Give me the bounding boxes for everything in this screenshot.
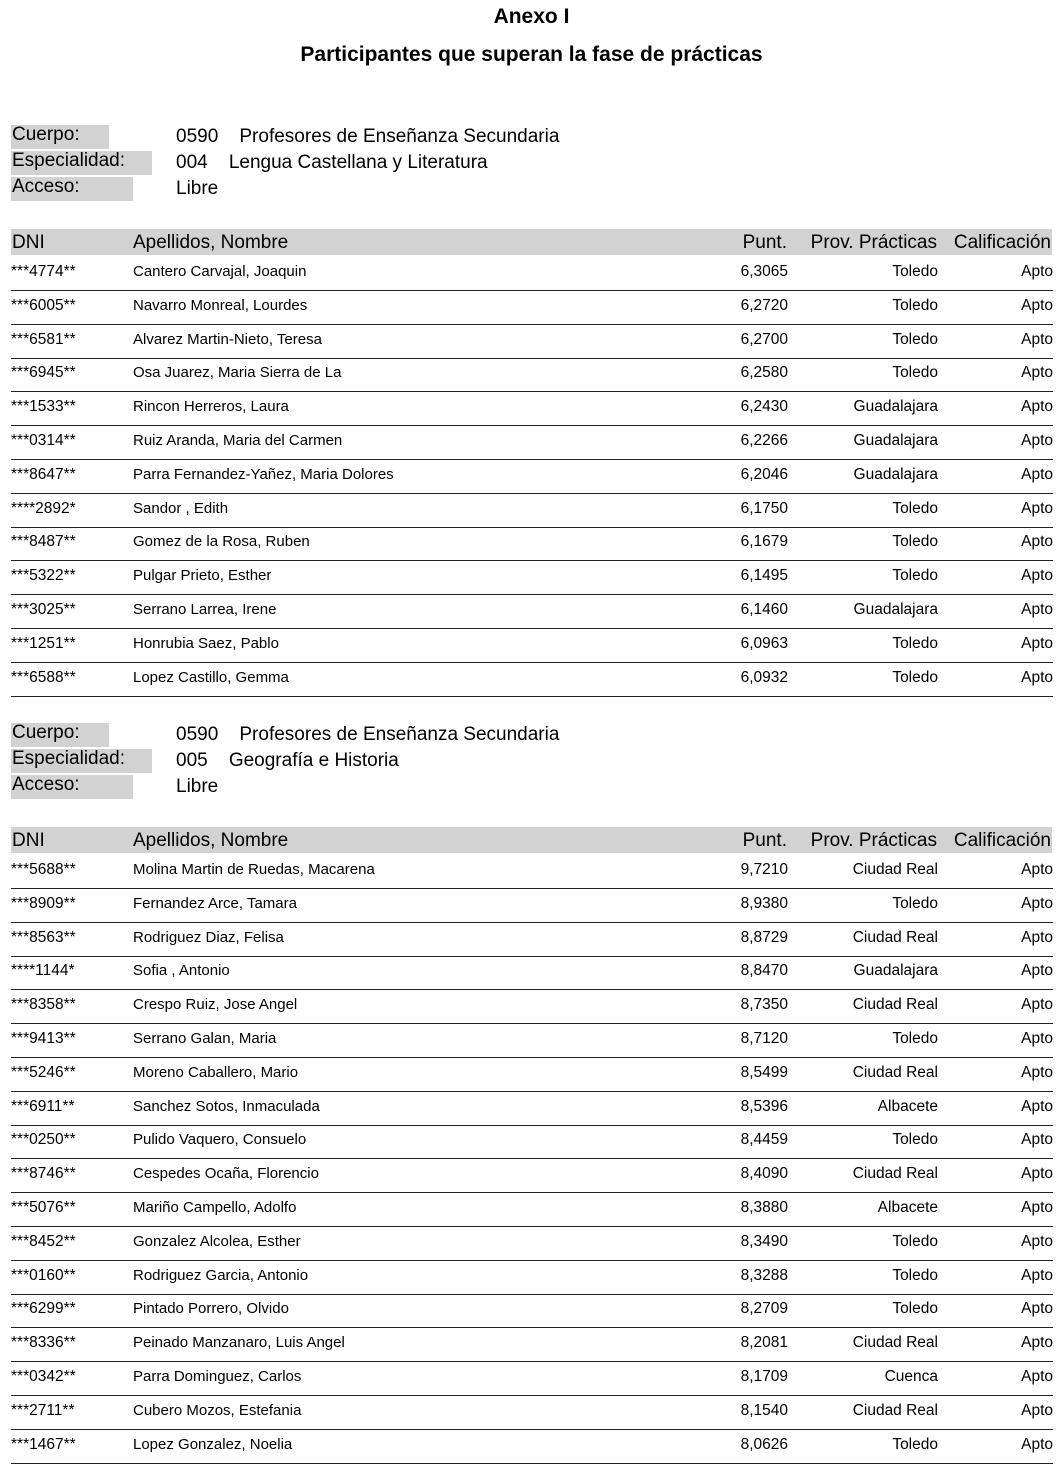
cell-name: Rincon Herreros, Laura — [133, 398, 289, 416]
cell-punt: 8,4090 — [740, 1165, 788, 1183]
table-row — [11, 459, 1053, 494]
cell-dni: ***6588** — [11, 668, 76, 686]
cell-prov: Toledo — [892, 1131, 938, 1149]
cell-prov: Guadalajara — [853, 398, 938, 416]
table-row — [11, 1395, 1053, 1430]
cell-punt: 8,1709 — [740, 1368, 788, 1385]
table-row — [11, 1361, 1053, 1396]
cell-cal: Apto — [1021, 1030, 1053, 1047]
cell-punt: 8,3288 — [740, 1266, 788, 1284]
column-header-name: Apellidos, Nombre — [133, 830, 289, 851]
cell-name: Rodriguez Diaz, Felisa — [133, 928, 284, 946]
table-row — [11, 1293, 1053, 1328]
table-row — [11, 1091, 1053, 1126]
cell-prov: Guadalajara — [853, 601, 938, 618]
cell-dni: ***6911** — [11, 1097, 75, 1115]
cell-prov: Toledo — [892, 668, 938, 686]
cell-punt: 6,1679 — [740, 533, 788, 551]
cell-prov: Cuenca — [884, 1368, 938, 1385]
table-row — [11, 391, 1053, 426]
table-row — [11, 324, 1053, 359]
cell-dni: ***1467** — [11, 1435, 76, 1453]
cell-cal: Apto — [1021, 1300, 1053, 1318]
cell-name: Osa Juarez, Maria Sierra de La — [133, 364, 342, 382]
cell-punt: 6,2046 — [740, 465, 788, 483]
cell-cal: Apto — [1021, 1401, 1053, 1419]
table-row — [11, 854, 1053, 889]
cell-name: Gonzalez Alcolea, Esther — [133, 1232, 301, 1250]
table-row — [11, 1226, 1053, 1261]
cell-punt: 6,0932 — [740, 668, 788, 686]
cell-punt: 8,1540 — [740, 1401, 788, 1419]
cell-prov: Toledo — [892, 1300, 938, 1318]
cell-punt: 8,4459 — [740, 1131, 788, 1149]
acceso-value: Libre — [176, 178, 219, 199]
cuerpo-label: Cuerpo: — [11, 723, 109, 747]
cell-name: Sanchez Sotos, Inmaculada — [133, 1097, 320, 1115]
cell-prov: Guadalajara — [853, 465, 938, 483]
cell-prov: Albacete — [877, 1097, 938, 1115]
cell-cal: Apto — [1021, 398, 1053, 416]
cell-dni: ***5322** — [11, 567, 76, 585]
cell-cal: Apto — [1021, 1097, 1053, 1115]
column-header-punt: Punt. — [742, 232, 787, 253]
cell-dni: ***8452** — [11, 1232, 76, 1250]
cell-punt: 6,3065 — [740, 263, 788, 280]
column-header-punt: Punt. — [742, 830, 787, 851]
acceso-value: Libre — [176, 776, 219, 797]
cell-dni: ***5076** — [11, 1199, 76, 1216]
cell-cal: Apto — [1021, 364, 1053, 382]
cell-cal: Apto — [1021, 465, 1053, 483]
especialidad-label: Especialidad: — [11, 151, 152, 175]
cell-cal: Apto — [1021, 601, 1053, 618]
cell-dni: ***0160** — [11, 1266, 76, 1284]
cell-punt: 8,2709 — [740, 1300, 788, 1318]
cell-name: Rodriguez Garcia, Antonio — [133, 1266, 309, 1284]
cell-prov: Toledo — [892, 1232, 938, 1250]
table-row — [11, 1192, 1053, 1227]
cell-dni: ***8647** — [11, 465, 76, 483]
column-header-name: Apellidos, Nombre — [133, 232, 289, 253]
table-row — [11, 989, 1053, 1024]
table-row — [11, 493, 1053, 528]
cell-name: Alvarez Martin-Nieto, Teresa — [133, 330, 322, 348]
cell-cal: Apto — [1021, 962, 1053, 980]
cell-punt: 6,2580 — [740, 364, 788, 382]
acceso-label: Acceso: — [11, 177, 133, 201]
cell-cal: Apto — [1021, 668, 1053, 686]
cell-dni: ***6945** — [11, 364, 76, 382]
table-row — [11, 594, 1053, 629]
cell-dni: ***8563** — [11, 928, 76, 946]
cell-punt: 8,3490 — [740, 1232, 788, 1250]
cell-punt: 8,5396 — [740, 1097, 788, 1115]
cell-punt: 8,9380 — [740, 894, 788, 912]
cell-punt: 8,5499 — [740, 1063, 788, 1081]
table-row — [11, 628, 1053, 663]
cell-dni: ***1533** — [11, 398, 76, 416]
cell-name: Gomez de la Rosa, Ruben — [133, 533, 310, 551]
table-row — [11, 560, 1053, 595]
cell-dni: ***8336** — [11, 1334, 76, 1352]
cell-dni: ****1144* — [11, 962, 75, 980]
cell-cal: Apto — [1021, 894, 1053, 912]
table-row — [11, 888, 1053, 923]
cell-punt: 6,2266 — [740, 432, 788, 449]
cell-punt: 6,1495 — [740, 567, 788, 585]
cell-cal: Apto — [1021, 1131, 1053, 1149]
cell-dni: ***6299** — [11, 1300, 76, 1318]
cell-name: Serrano Larrea, Irene — [133, 601, 277, 618]
cell-punt: 8,8729 — [740, 928, 788, 946]
cell-name: Honrubia Saez, Pablo — [133, 634, 279, 652]
cell-name: Pulido Vaquero, Consuelo — [133, 1131, 307, 1149]
cell-dni: ***0250** — [11, 1131, 76, 1149]
cell-dni: ***8358** — [11, 996, 76, 1014]
cell-dni: ***8487** — [11, 533, 76, 551]
cell-name: Crespo Ruiz, Jose Angel — [133, 996, 298, 1014]
cell-punt: 8,2081 — [740, 1334, 788, 1352]
cell-cal: Apto — [1021, 1063, 1053, 1081]
document-title: Anexo I — [493, 5, 570, 28]
cell-cal: Apto — [1021, 567, 1053, 585]
cell-name: Pulgar Prieto, Esther — [133, 567, 272, 585]
cell-prov: Toledo — [892, 567, 938, 585]
cell-name: Fernandez Arce, Tamara — [133, 894, 297, 912]
cuerpo-value: 0590 Profesores de Enseñanza Secundaria — [176, 724, 560, 745]
cell-dni: ***1251** — [11, 634, 76, 652]
table-row — [11, 526, 1053, 561]
table-row — [11, 256, 1053, 291]
cell-name: Sofia , Antonio — [133, 962, 230, 980]
cell-prov: Toledo — [892, 894, 938, 912]
cell-punt: 8,7350 — [740, 996, 788, 1014]
cell-dni: ***5246** — [11, 1063, 76, 1081]
cell-name: Ruiz Aranda, Maria del Carmen — [133, 432, 343, 449]
cell-dni: ***5688** — [11, 861, 76, 878]
table-row — [11, 1429, 1053, 1464]
cell-cal: Apto — [1021, 296, 1053, 314]
table-header — [11, 827, 1052, 853]
cell-cal: Apto — [1021, 1435, 1053, 1453]
cell-name: Serrano Galan, Maria — [133, 1030, 277, 1047]
cell-cal: Apto — [1021, 1199, 1053, 1216]
especialidad-value: 004 Lengua Castellana y Literatura — [176, 152, 488, 173]
cell-prov: Ciudad Real — [852, 1165, 938, 1183]
cell-punt: 6,2720 — [740, 296, 788, 314]
cell-name: Parra Fernandez-Yañez, Maria Dolores — [133, 465, 394, 483]
cell-dni: ***0314** — [11, 432, 76, 449]
cell-name: Cubero Mozos, Estefania — [133, 1401, 302, 1419]
cell-name: Navarro Monreal, Lourdes — [133, 296, 308, 314]
acceso-label: Acceso: — [11, 775, 133, 799]
cell-punt: 8,8470 — [740, 962, 788, 980]
column-header-cal: Calificación — [953, 232, 1051, 253]
cell-prov: Ciudad Real — [852, 928, 938, 946]
table-row — [11, 357, 1053, 392]
cell-prov: Ciudad Real — [852, 861, 938, 878]
cell-name: Cespedes Ocaña, Florencio — [133, 1165, 319, 1183]
cell-name: Lopez Gonzalez, Noelia — [133, 1435, 293, 1453]
cell-cal: Apto — [1021, 330, 1053, 348]
table-row — [11, 662, 1053, 697]
cell-punt: 6,1750 — [740, 499, 788, 517]
cell-prov: Toledo — [892, 364, 938, 382]
cell-prov: Toledo — [892, 499, 938, 517]
table-row — [11, 290, 1053, 325]
cell-dni: ****2892* — [11, 499, 76, 517]
cell-cal: Apto — [1021, 499, 1053, 517]
cell-prov: Ciudad Real — [852, 1401, 938, 1419]
cell-prov: Ciudad Real — [852, 996, 938, 1014]
cell-prov: Guadalajara — [853, 962, 938, 980]
column-header-dni: DNI — [12, 232, 45, 253]
cell-cal: Apto — [1021, 432, 1053, 449]
cell-prov: Toledo — [892, 330, 938, 348]
cell-cal: Apto — [1021, 1232, 1053, 1250]
table-row — [11, 955, 1053, 990]
cell-dni: ***6005** — [11, 296, 76, 314]
table-row — [11, 1023, 1053, 1058]
table-row — [11, 1124, 1053, 1159]
cell-name: Mariño Campello, Adolfo — [133, 1199, 297, 1216]
especialidad-value: 005 Geografía e Historia — [176, 750, 399, 771]
cell-name: Sandor , Edith — [133, 499, 229, 517]
cell-prov: Toledo — [892, 1435, 938, 1453]
document-subtitle: Participantes que superan la fase de prácticas — [300, 43, 763, 66]
column-header-prov: Prov. Prácticas — [810, 232, 937, 253]
cell-name: Moreno Caballero, Mario — [133, 1063, 299, 1081]
cell-punt: 6,0963 — [740, 634, 788, 652]
cell-dni: ***0342** — [11, 1368, 76, 1385]
cell-name: Molina Martin de Ruedas, Macarena — [133, 861, 375, 878]
cell-dni: ***8909** — [11, 894, 76, 912]
table-header — [11, 229, 1052, 255]
cell-name: Cantero Carvajal, Joaquin — [133, 263, 307, 280]
cell-prov: Ciudad Real — [852, 1334, 938, 1352]
cell-name: Pintado Porrero, Olvido — [133, 1300, 289, 1318]
cell-prov: Ciudad Real — [852, 1063, 938, 1081]
cell-punt: 6,2430 — [740, 398, 788, 416]
cell-prov: Toledo — [892, 1266, 938, 1284]
cell-cal: Apto — [1021, 996, 1053, 1014]
table-row — [11, 1057, 1053, 1092]
cell-prov: Toledo — [892, 296, 938, 314]
cell-dni: ***3025** — [11, 601, 76, 618]
cell-punt: 6,2700 — [740, 330, 788, 348]
column-header-cal: Calificación — [953, 830, 1051, 851]
cell-dni: ***2711** — [11, 1401, 75, 1419]
cell-cal: Apto — [1021, 634, 1053, 652]
cell-prov: Albacete — [877, 1199, 938, 1216]
cell-name: Lopez Castillo, Gemma — [133, 668, 289, 686]
cell-dni: ***6581** — [11, 330, 76, 348]
cell-prov: Toledo — [892, 634, 938, 652]
cuerpo-value: 0590 Profesores de Enseñanza Secundaria — [176, 126, 560, 147]
column-header-prov: Prov. Prácticas — [810, 830, 937, 851]
table-row — [11, 922, 1053, 957]
table-row — [11, 425, 1053, 460]
cell-punt: 8,7120 — [740, 1030, 788, 1047]
cell-dni: ***8746** — [11, 1165, 76, 1183]
cell-cal: Apto — [1021, 861, 1053, 878]
cell-cal: Apto — [1021, 1266, 1053, 1284]
cell-punt: 8,3880 — [740, 1199, 788, 1216]
cell-cal: Apto — [1021, 1368, 1053, 1385]
cuerpo-label: Cuerpo: — [11, 125, 109, 149]
cell-prov: Toledo — [892, 533, 938, 551]
cell-prov: Toledo — [892, 1030, 938, 1047]
cell-cal: Apto — [1021, 1165, 1053, 1183]
table-row — [11, 1260, 1053, 1295]
column-header-dni: DNI — [12, 830, 45, 851]
cell-cal: Apto — [1021, 533, 1053, 551]
cell-punt: 6,1460 — [740, 601, 788, 618]
cell-prov: Toledo — [892, 263, 938, 280]
cell-punt: 8,0626 — [740, 1435, 788, 1453]
cell-punt: 9,7210 — [740, 861, 788, 878]
cell-cal: Apto — [1021, 263, 1053, 280]
cell-cal: Apto — [1021, 1334, 1053, 1352]
cell-prov: Guadalajara — [853, 432, 938, 449]
cell-cal: Apto — [1021, 928, 1053, 946]
cell-name: Parra Dominguez, Carlos — [133, 1368, 302, 1385]
cell-name: Peinado Manzanaro, Luis Angel — [133, 1334, 345, 1352]
cell-dni: ***9413** — [11, 1030, 76, 1047]
cell-dni: ***4774** — [11, 263, 76, 280]
table-row — [11, 1158, 1053, 1193]
table-row — [11, 1327, 1053, 1362]
especialidad-label: Especialidad: — [11, 749, 152, 773]
